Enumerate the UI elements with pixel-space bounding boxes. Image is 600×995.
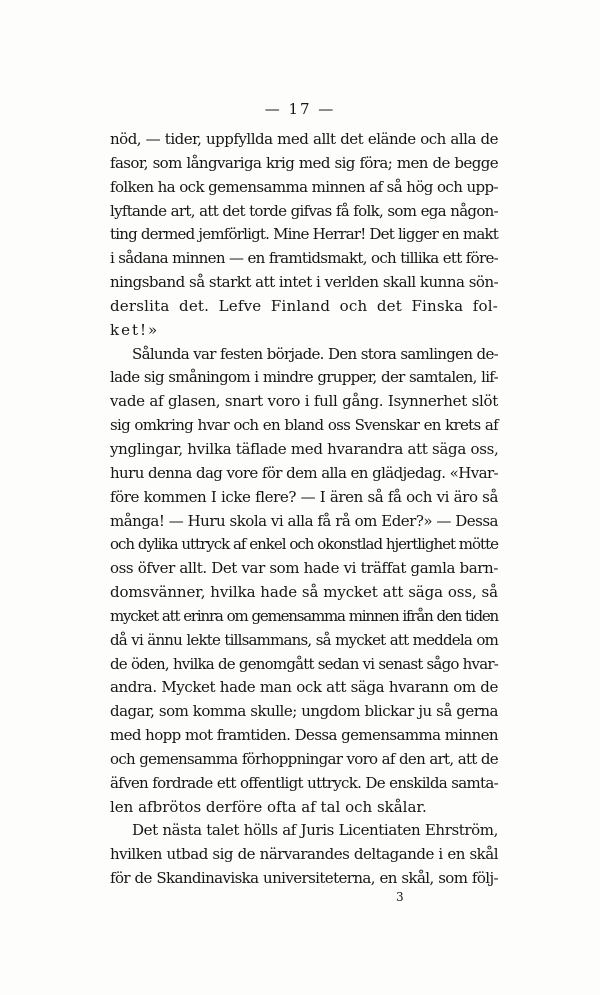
text-line: hvilken utbad sig de närvarandes deltagande i en skål (110, 845, 498, 864)
text-line: mycket att erinra om gemensamma minnen ifrån den tiden (110, 606, 498, 625)
text-line: fasor, som långvariga krig med sig föra; men de begge (110, 153, 498, 172)
text-line: dagar, som komma skulle; ungdom blickar ju så gerna (110, 702, 498, 721)
text-line: och gemensamma förhoppningar voro af den art, att de (110, 749, 498, 768)
text-line: huru denna dag vore för dem alla en glädjedag. «Hvar- (110, 463, 498, 482)
text-line: Det nästa talet hölls af Juris Licentiaten Ehrström, (132, 821, 498, 840)
text-line: folken ha ock gemensamma minnen af så hög och upp- (110, 177, 498, 196)
text-line: Sålunda var festen började. Den stora samlingen de- (132, 344, 498, 363)
text-line: vade af glasen, snart voro i full gång. Isynnerhet slöt (110, 392, 498, 411)
text-line: och dylika uttryck af enkel och okonstlad hjertlighet mötte (110, 535, 498, 554)
text-line: nöd, — tider, uppfyllda med allt det elände och alla de (110, 130, 498, 148)
text-line: de öden, hvilka de genomgått sedan vi senast sågo hvar- (110, 654, 498, 673)
text-line: len afbrötos derföre ofta af tal och skålar. (110, 797, 427, 816)
page-number: — 17 — (264, 100, 336, 118)
text-line: för de Skandinaviska universiteterna, en skål, som följ- (110, 869, 498, 888)
text-line: då vi ännu lekte tillsammans, så mycket att meddela om (110, 630, 498, 649)
text-line: många! — Huru skola vi alla få rå om Eder?» — Dessa (110, 511, 498, 530)
text-line: lade sig småningom i mindre grupper, der samtalen, lif- (110, 368, 498, 387)
text-line: oss öfver allt. Det var som hade vi träffat gamla barn- (110, 559, 498, 578)
text-line: med hopp mot framtiden. Dessa gemensamma minnen (110, 726, 498, 745)
body-text (110, 128, 498, 891)
signature-mark: 3 (396, 890, 404, 904)
text-line: derslita det. Lefve Finland och det Finska fol- (110, 296, 498, 315)
text-line: i sådana minnen — en framtidsmakt, och tillika ett före- (110, 249, 498, 268)
text-line: sig omkring hvar och en bland oss Svenskar en krets af (110, 416, 498, 435)
text-line: äfven fordrade ett offentligt uttryck. De enskilda samta- (110, 773, 498, 792)
text-line: lyftande art, att det torde gifvas få folk, som ega någon- (110, 201, 498, 220)
text-line: ting dermed jemförligt. Mine Herrar! Det ligger en makt (110, 225, 498, 244)
text-line: andra. Mycket hade man ock att säga hvarann om de (110, 678, 498, 697)
text-line: ket!» (110, 320, 160, 339)
text-line: ningsband så starkt att intet i verlden skall kunna sön- (110, 273, 499, 292)
text-line: före kommen I icke flere? — I ären så få och vi äro så (110, 487, 498, 506)
text-line: domsvänner, hvilka hade så mycket att säga oss, så (110, 583, 498, 602)
text-line: ynglingar, hvilka täflade med hvarandra att säga oss, (110, 439, 499, 458)
